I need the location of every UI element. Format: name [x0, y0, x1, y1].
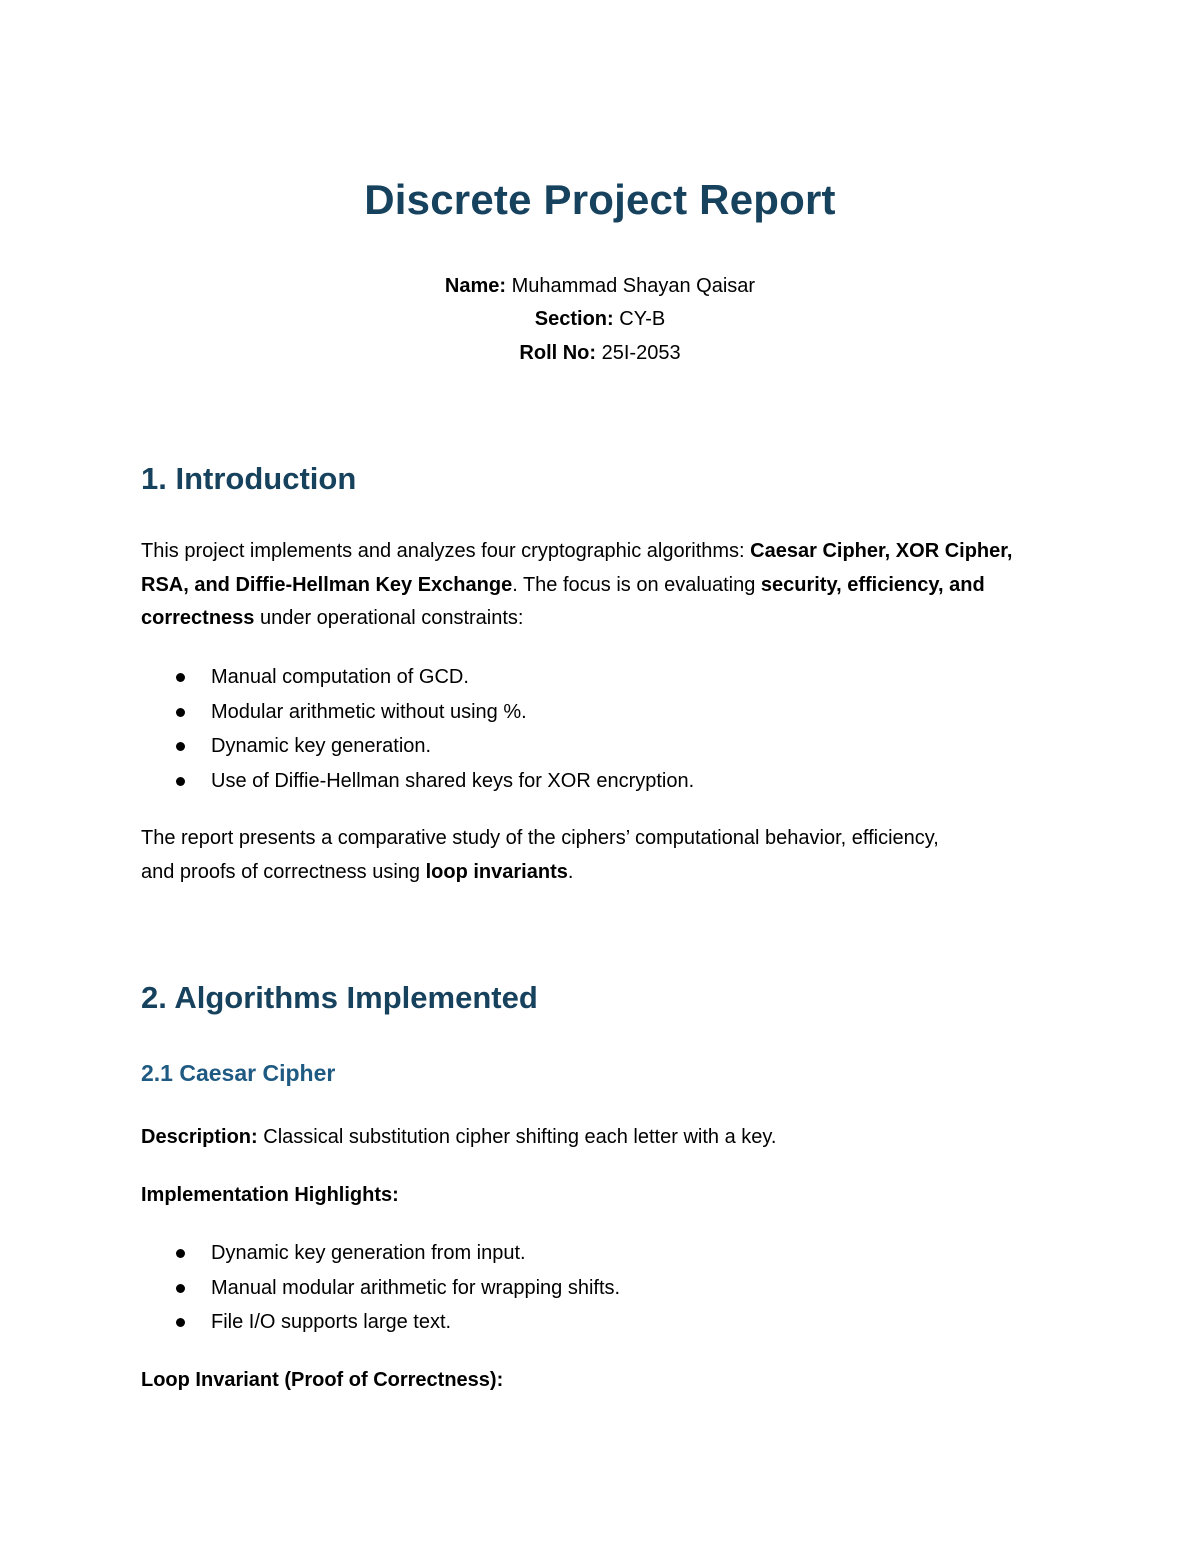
list-item: Use of Diffie-Hellman shared keys for XOR encryption. [141, 764, 694, 799]
list-item: Dynamic key generation. [141, 729, 694, 764]
report-summary-paragraph: The report presents a comparative study of the ciphers’ computational behavior, efficiency, and proofs of correctness using loop invariants. [141, 827, 939, 883]
constraints-list [141, 660, 694, 799]
algorithms-heading: 2. Algorithms Implemented [141, 980, 538, 1015]
introduction-heading: 1. Introduction [141, 461, 357, 496]
highlights-list [141, 1236, 620, 1340]
section-value: CY-B [619, 308, 666, 330]
loop-invariant-label: Loop Invariant (Proof of Correctness): [141, 1369, 504, 1391]
caesar-description: Description: Classical substitution cipher shifting each letter with a key. [141, 1126, 777, 1148]
introduction-paragraph: This project implements and analyzes four cryptographic algorithms: Caesar Cipher, XOR Cipher, RSA, and Diffie-Hellman Key Exchange. The focus is on evaluating security, efficiency, and correctness under operational constraints: [141, 540, 1013, 629]
section-line [0, 305, 1200, 333]
bullet-icon [176, 1249, 185, 1258]
name-line [0, 272, 1200, 300]
name-value: Muhammad Shayan Qaisar [511, 275, 756, 297]
caesar-cipher-heading: 2.1 Caesar Cipher [141, 1060, 336, 1086]
roll-value: 25I-2053 [601, 342, 681, 364]
section-label: Section: [534, 308, 614, 330]
list-item: Manual computation of GCD. [141, 660, 694, 695]
bullet-icon [176, 708, 185, 717]
bullet-icon [176, 673, 185, 682]
bullet-icon [176, 1318, 185, 1327]
description-label: Description: [141, 1126, 258, 1148]
bullet-icon [176, 742, 185, 751]
list-item: Dynamic key generation from input. [141, 1236, 620, 1271]
implementation-highlights-label: Implementation Highlights: [141, 1184, 399, 1206]
list-item: Manual modular arithmetic for wrapping shifts. [141, 1271, 620, 1306]
document-title: Discrete Project Report [364, 176, 836, 223]
roll-line [0, 339, 1200, 367]
list-item: File I/O supports large text. [141, 1305, 620, 1340]
bullet-icon [176, 777, 185, 786]
bullet-icon [176, 1284, 185, 1293]
name-label: Name: [444, 275, 507, 297]
roll-label: Roll No: [519, 342, 597, 364]
list-item: Modular arithmetic without using %. [141, 695, 694, 730]
